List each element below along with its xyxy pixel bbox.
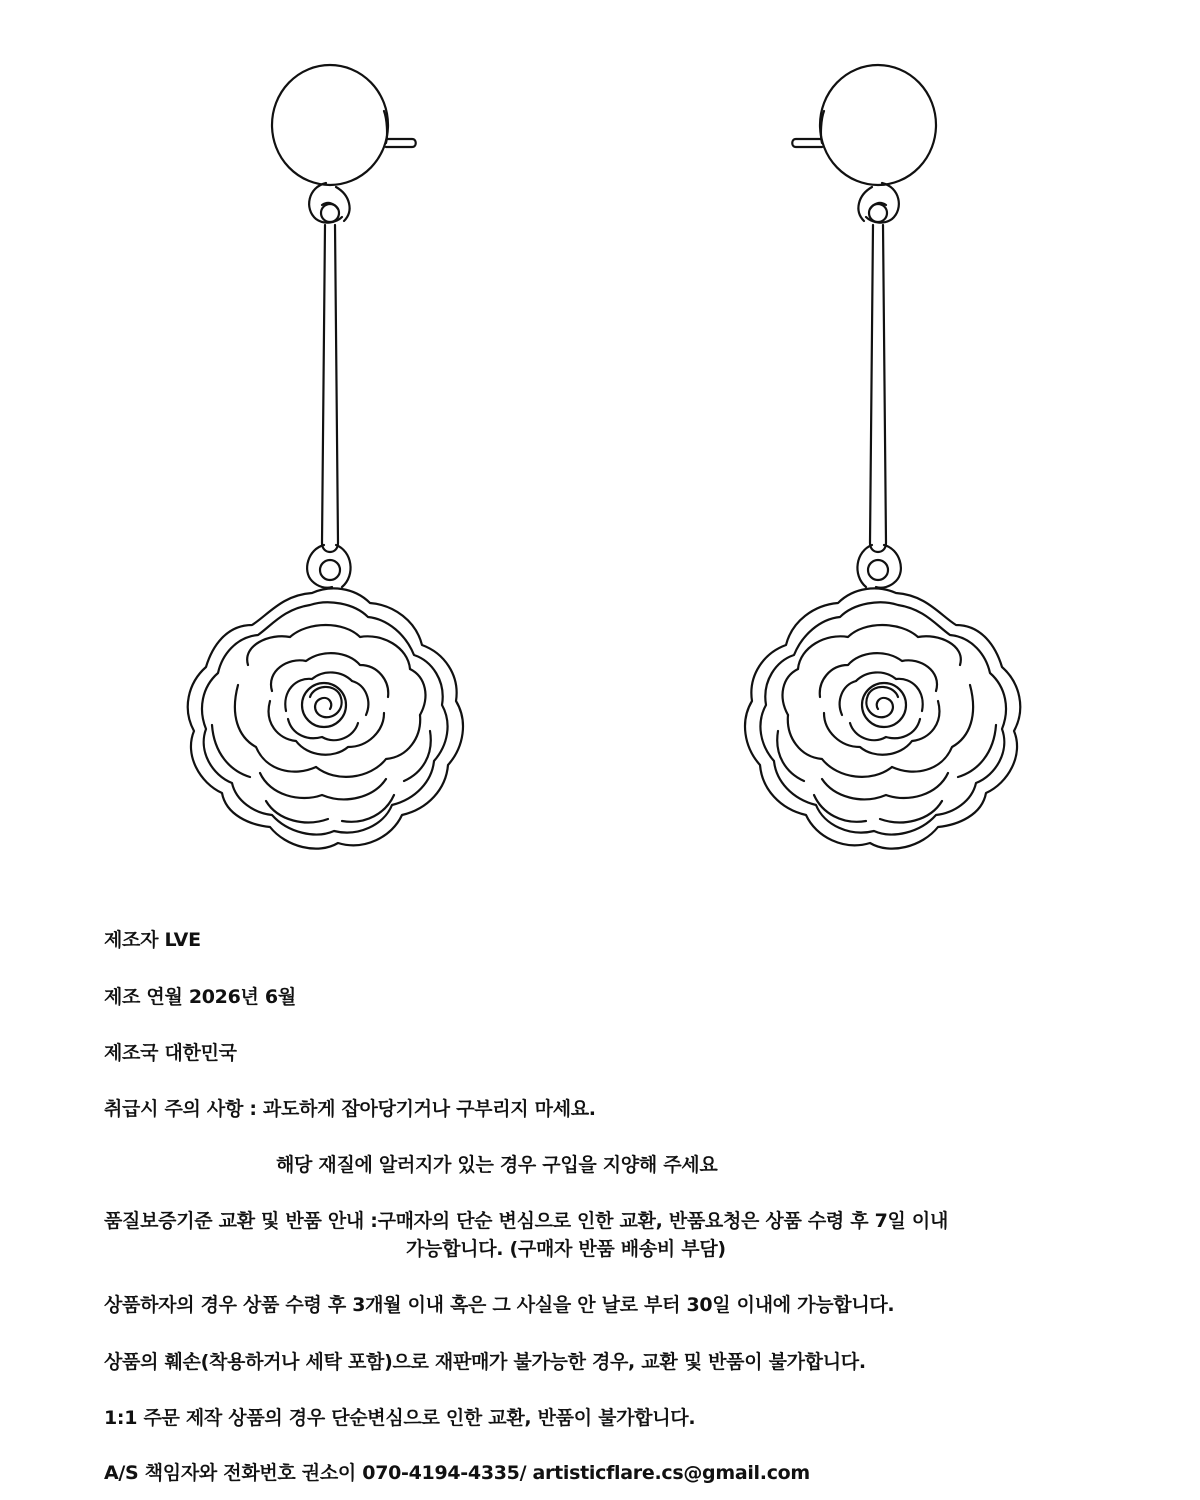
allergy-text: 해당 재질에 알러지가 있는 경우 구입을 지양해 주세요 — [276, 1154, 718, 1176]
caution-text: 취급시 주의 사항 : 과도하게 잡아당기거나 구부리지 마세요. — [104, 1098, 596, 1120]
damage-policy-text: 상품의 훼손(착용하거나 세탁 포함)으로 재판매가 불가능한 경우, 교환 및 반품이 불가합니다. — [104, 1351, 866, 1373]
left-earring-icon — [188, 65, 463, 849]
right-earring-icon — [745, 65, 1020, 849]
defect-policy-text: 상품하자의 경우 상품 수령 후 3개월 이내 혹은 그 사실을 안 날로 부터 30일 이내에 가능합니다. — [104, 1294, 895, 1316]
custom-order-policy-text: 1:1 주문 제작 상품의 경우 단순변심으로 인한 교환, 반품이 불가합니다. — [104, 1407, 696, 1429]
quality-policy-text: 품질보증기준 교환 및 반품 안내 :구매자의 단순 변심으로 인한 교환, 반품요청은 상품 수령 후 7일 이내 — [104, 1210, 949, 1232]
manufacturer-text: 제조자 LVE — [104, 929, 201, 951]
manufacture-date-text: 제조 연월 2026년 6월 — [104, 986, 296, 1008]
quality-policy-continuation: 가능합니다. (구매자 반품 배송비 부담) — [406, 1238, 726, 1260]
as-contact-text: A/S 책임자와 전화번호 권소이 070-4194-4335/ artisticflare.cs@gmail.com — [104, 1462, 810, 1484]
country-text: 제조국 대한민국 — [104, 1042, 237, 1064]
